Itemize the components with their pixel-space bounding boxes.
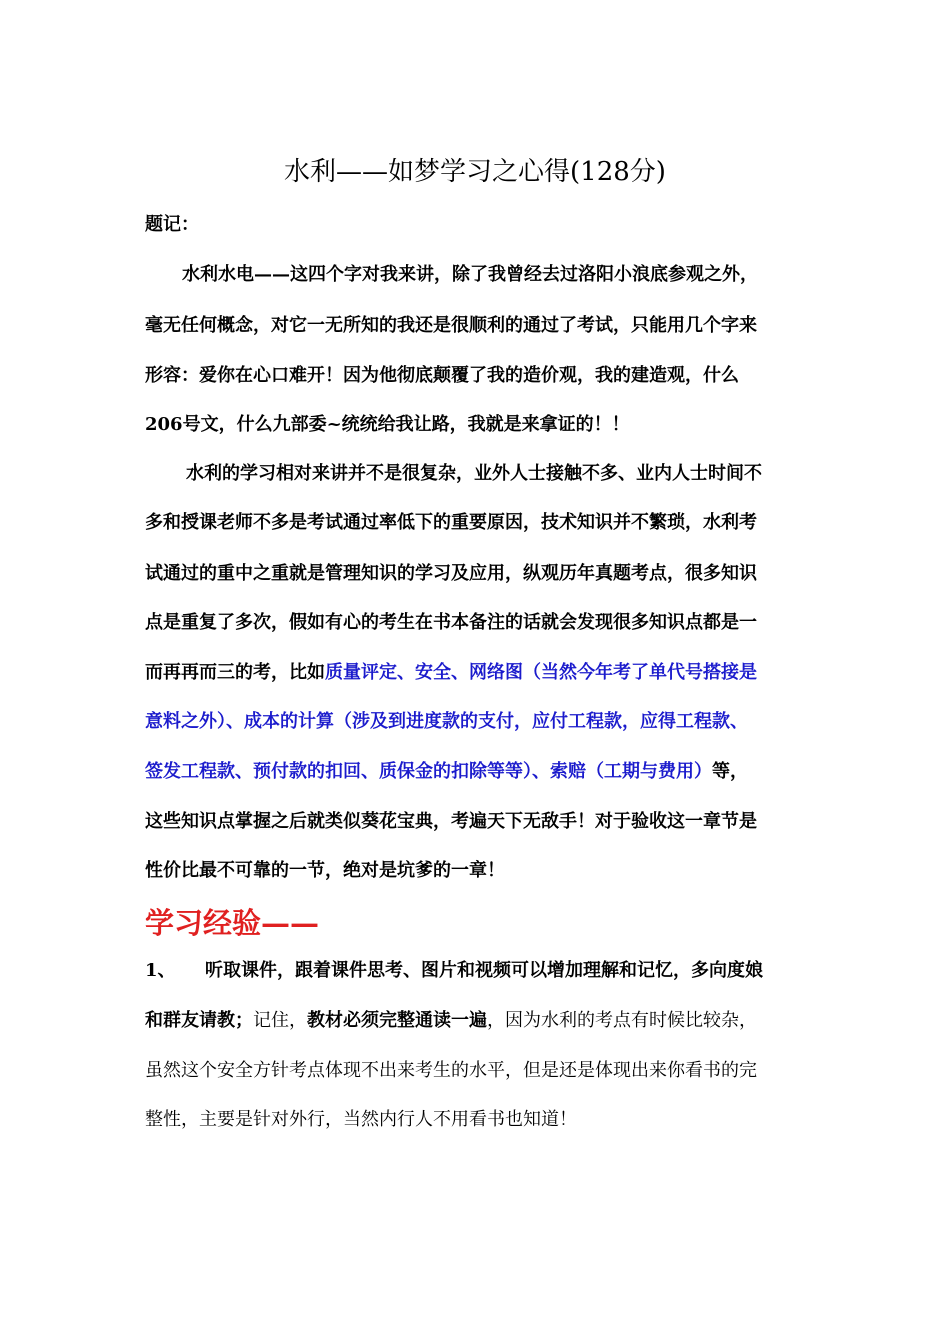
item1-line-2 <box>145 1006 805 1036</box>
item1-line-2-normal-b: ，因为水利的考点有时候比较杂， <box>487 1010 757 1031</box>
item1-line-2-normal-a: 记住， <box>253 1010 307 1031</box>
item1-line-1-text: 听取课件，跟着课件思考、图片和视频可以增加理解和记忆，多向度娘 <box>205 960 763 981</box>
item1-line-2-bold-a: 和群友请教； <box>145 1010 253 1031</box>
p1-line-3: 形容：爱你在心口难开！因为他彻底颠覆了我的造价观，我的建造观，什么 <box>145 365 739 386</box>
p1-line-2: 毫无任何概念，对它一无所知的我还是很顺利的通过了考试，只能用几个字来 <box>145 315 757 336</box>
p2-line-5-text: 而再再而三的考，比如 <box>145 662 325 683</box>
p2-line-5 <box>145 658 805 688</box>
p2-line-7 <box>145 757 805 787</box>
item1-line-3: 虽然这个安全方针考点体现不出来考生的水平，但是还是体现出来你看书的完 <box>145 1060 757 1081</box>
item1-line-1 <box>145 956 805 986</box>
p1-line-1: 水利水电——这四个字对我来讲，除了我曾经去过洛阳小浪底参观之外， <box>182 264 758 285</box>
p2-line-4: 点是重复了多次，假如有心的考生在书本备注的话就会发现很多知识点都是一 <box>145 612 757 633</box>
p2-line-5-highlight: 质量评定、安全、网络图（当然今年考了单代号搭接是 <box>325 662 757 683</box>
p2-line-6: 意料之外）、成本的计算（涉及到进度款的支付，应付工程款，应得工程款、 <box>145 711 748 732</box>
document-title: 水利——如梦学习之心得(128分) <box>284 157 666 187</box>
p2-line-3: 试通过的重中之重就是管理知识的学习及应用，纵观历年真题考点，很多知识 <box>145 563 757 584</box>
item1-line-2-bold-b: 教材必须完整通读一遍 <box>307 1010 487 1031</box>
p2-line-9: 性价比最不可靠的一节，绝对是坑爹的一章！ <box>145 860 505 881</box>
tiji-label: 题记： <box>145 214 199 235</box>
p2-line-1: 水利的学习相对来讲并不是很复杂，业外人士接触不多、业内人士时间不 <box>186 463 762 484</box>
p2-line-2: 多和授课老师不多是考试通过率低下的重要原因，技术知识并不繁琐，水利考 <box>145 512 757 533</box>
section-heading: 学习经验—— <box>145 906 320 940</box>
p2-line-8: 这些知识点掌握之后就类似葵花宝典，考遍天下无敌手！对于验收这一章节是 <box>145 811 757 832</box>
item1-line-4: 整性，主要是针对外行，当然内行人不用看书也知道！ <box>145 1109 577 1130</box>
item1-number: 1、 <box>145 960 176 981</box>
p2-line-7-highlight: 签发工程款、预付款的扣回、质保金的扣除等等）、索赔（工期与费用） <box>145 761 712 782</box>
p1-line-4: 206号文，什么九部委~统统给我让路，我就是来拿证的！！ <box>145 414 630 435</box>
p2-line-7-text: 等， <box>712 761 748 782</box>
